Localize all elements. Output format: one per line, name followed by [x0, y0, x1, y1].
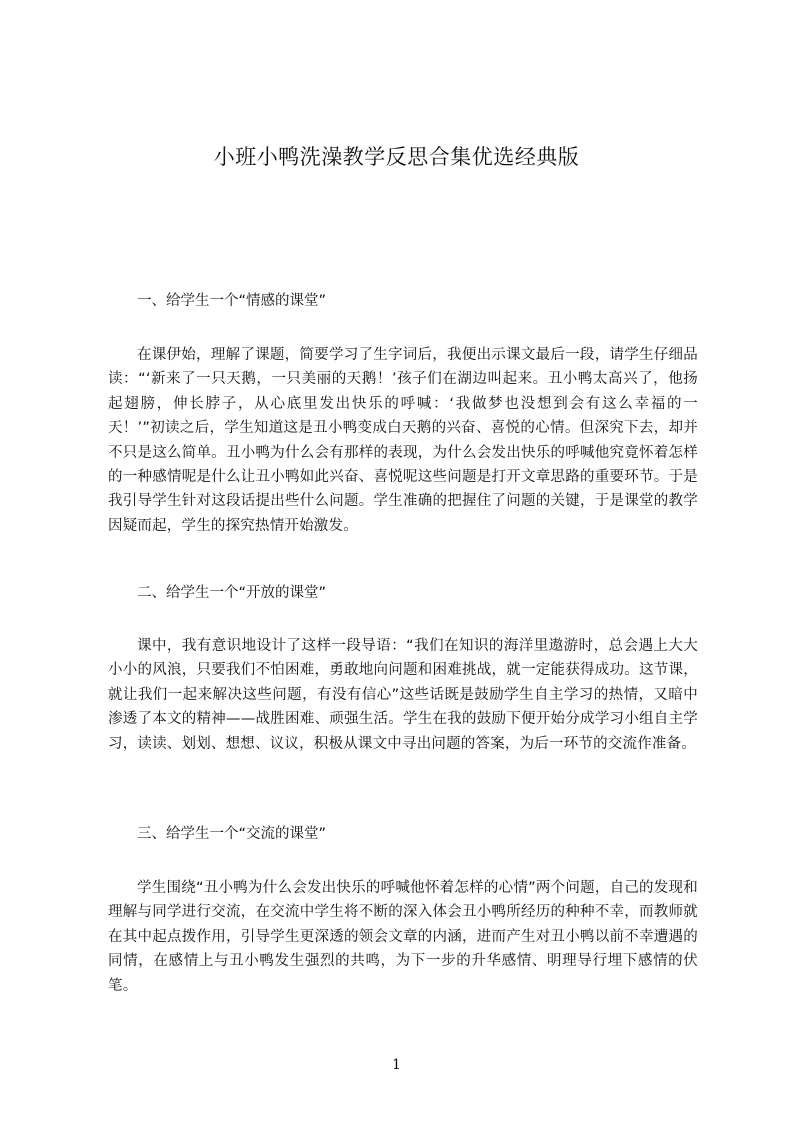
section-paragraph-1: 在课伊始，理解了课题，简要学习了生字词后，我便出示课文最后一段，请学生仔细品读：“‘新来了一只天鹅，一只美丽的天鹅！’孩子们在湖边叫起来。丑小鸭太高兴了，他扬起翅膀，伸长脖子，从心底里发出快乐的呼喊：‘我做梦也没想到会有这么幸福的一天！’”初读之后，学生知道这是丑小鸭变成白天鹅的兴奋、喜悦的心情。但深究下去，却并不只是这么简单。丑小鸭为什么会有那样的表现，为什么会发出快乐的呼喊他究竟怀着怎样的一种感情呢是什么让丑小鸭如此兴奋、喜悦呢这些问题是打开文章思路的重要环节。于是我引导学生针对这段话提出些什么问题。学生准确的把握住了问题的关键，于是课堂的教学因疑而起，学生的探究热情开始激发。 — [108, 347, 698, 534]
section-heading-1: 一、给学生一个“情感的课堂” — [137, 293, 327, 309]
section-heading-3: 三、给学生一个“交流的课堂” — [137, 826, 327, 842]
section-paragraph-2: 课中，我有意识地设计了这样一段导语：“我们在知识的海洋里遨游时，总会遇上大大小小的风浪，只要我们不怕困难，勇敢地向问题和困难挑战，就一定能获得成功。这节课，就让我们一起来解决这些问题，有没有信心”这些话既是鼓励学生自主学习的热情，又暗中渗透了本文的精神——战胜困难、顽强生活。学生在我的鼓励下便开始分成学习小组自主学习，读读、划划、想想、议议，积极从课文中寻出问题的答案，为后一环节的交流作准备。 — [108, 638, 698, 752]
section-paragraph-3: 学生围绕“丑小鸭为什么会发出快乐的呼喊他怀着怎样的心情”两个问题，自己的发现和理解与同学进行交流，在交流中学生将不断的深入体会丑小鸭所经历的种种不幸，而教师就在其中起点拨作用，引导学生更深透的领会文章的内涵，进而产生对丑小鸭以前不幸遭遇的同情，在感情上与丑小鸭发生强烈的共鸣，为下一步的升华感情、明理导行埋下感情的伏笔。 — [108, 880, 698, 994]
page-number: 1 — [392, 1057, 401, 1073]
section-heading-2: 二、给学生一个“开放的课堂” — [137, 585, 327, 601]
document-title: 小班小鸭洗澡教学反思合集优选经典版 — [213, 145, 580, 169]
